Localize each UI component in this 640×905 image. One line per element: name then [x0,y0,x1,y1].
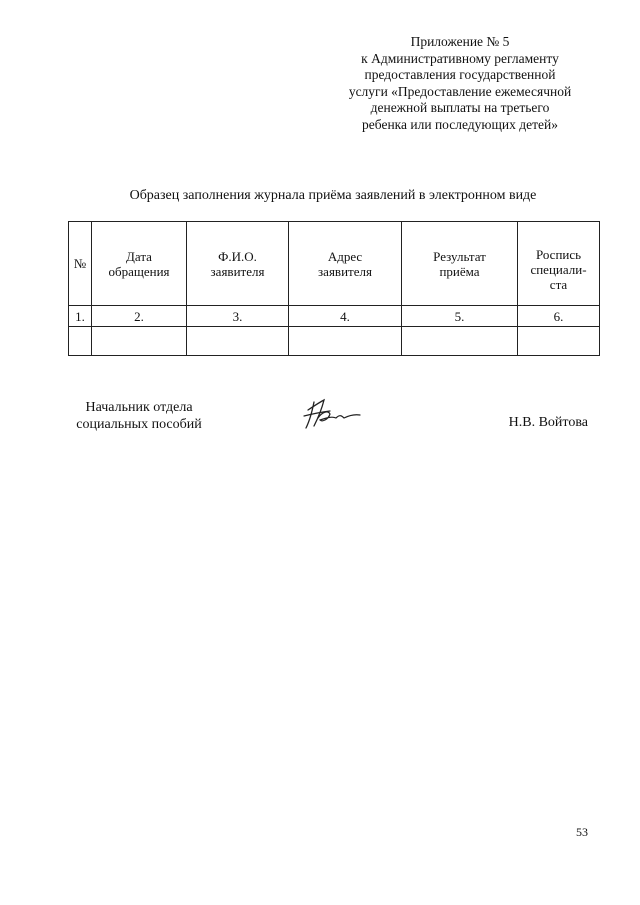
appendix-line: денежной выплаты на третьего [370,100,550,115]
header-cell-address: Адрес заявителя [289,222,402,306]
position-line: социальных пособий [76,417,202,432]
table-numbering-row [69,306,600,327]
appendix-line: услуги «Предоставление ежемесячной [348,83,572,99]
empty-cell [187,327,289,356]
number-cell: 4. [289,306,402,327]
header-cell-signature: Роспись специали- ста [518,222,600,306]
appendix-line: ребенка или последующих детей» [362,116,558,132]
number-cell: 2. [92,306,187,327]
empty-cell [92,327,187,356]
header-cell-date: Дата обращения [92,222,187,306]
empty-cell [518,327,600,356]
handwritten-signature [300,394,364,434]
number-cell: 6. [518,306,600,327]
appendix-line: к Административному регламенту [361,50,559,66]
appendix-line: предоставления государственной [364,67,556,82]
appendix-block [325,34,595,133]
header-cell-number: № [69,222,92,306]
position-line: Начальник отдела [85,400,193,415]
page-number: 53 [576,825,588,839]
empty-cell [289,327,402,356]
number-cell: 5. [402,306,518,327]
document-title: Образец заполнения журнала приёма заявлений в электронном виде [129,188,537,203]
journal-table [68,221,600,356]
appendix-line: Приложение № 5 [410,34,510,49]
empty-cell [402,327,518,356]
number-cell: 1. [69,306,92,327]
empty-cell [69,327,92,356]
signer-position [64,399,214,433]
signer-name: Н.В. Войтова [508,415,588,430]
table-header-row [69,222,600,306]
table-empty-row [69,327,600,356]
header-cell-result: Результат приёма [402,222,518,306]
header-cell-fio: Ф.И.О. заявителя [187,222,289,306]
number-cell: 3. [187,306,289,327]
